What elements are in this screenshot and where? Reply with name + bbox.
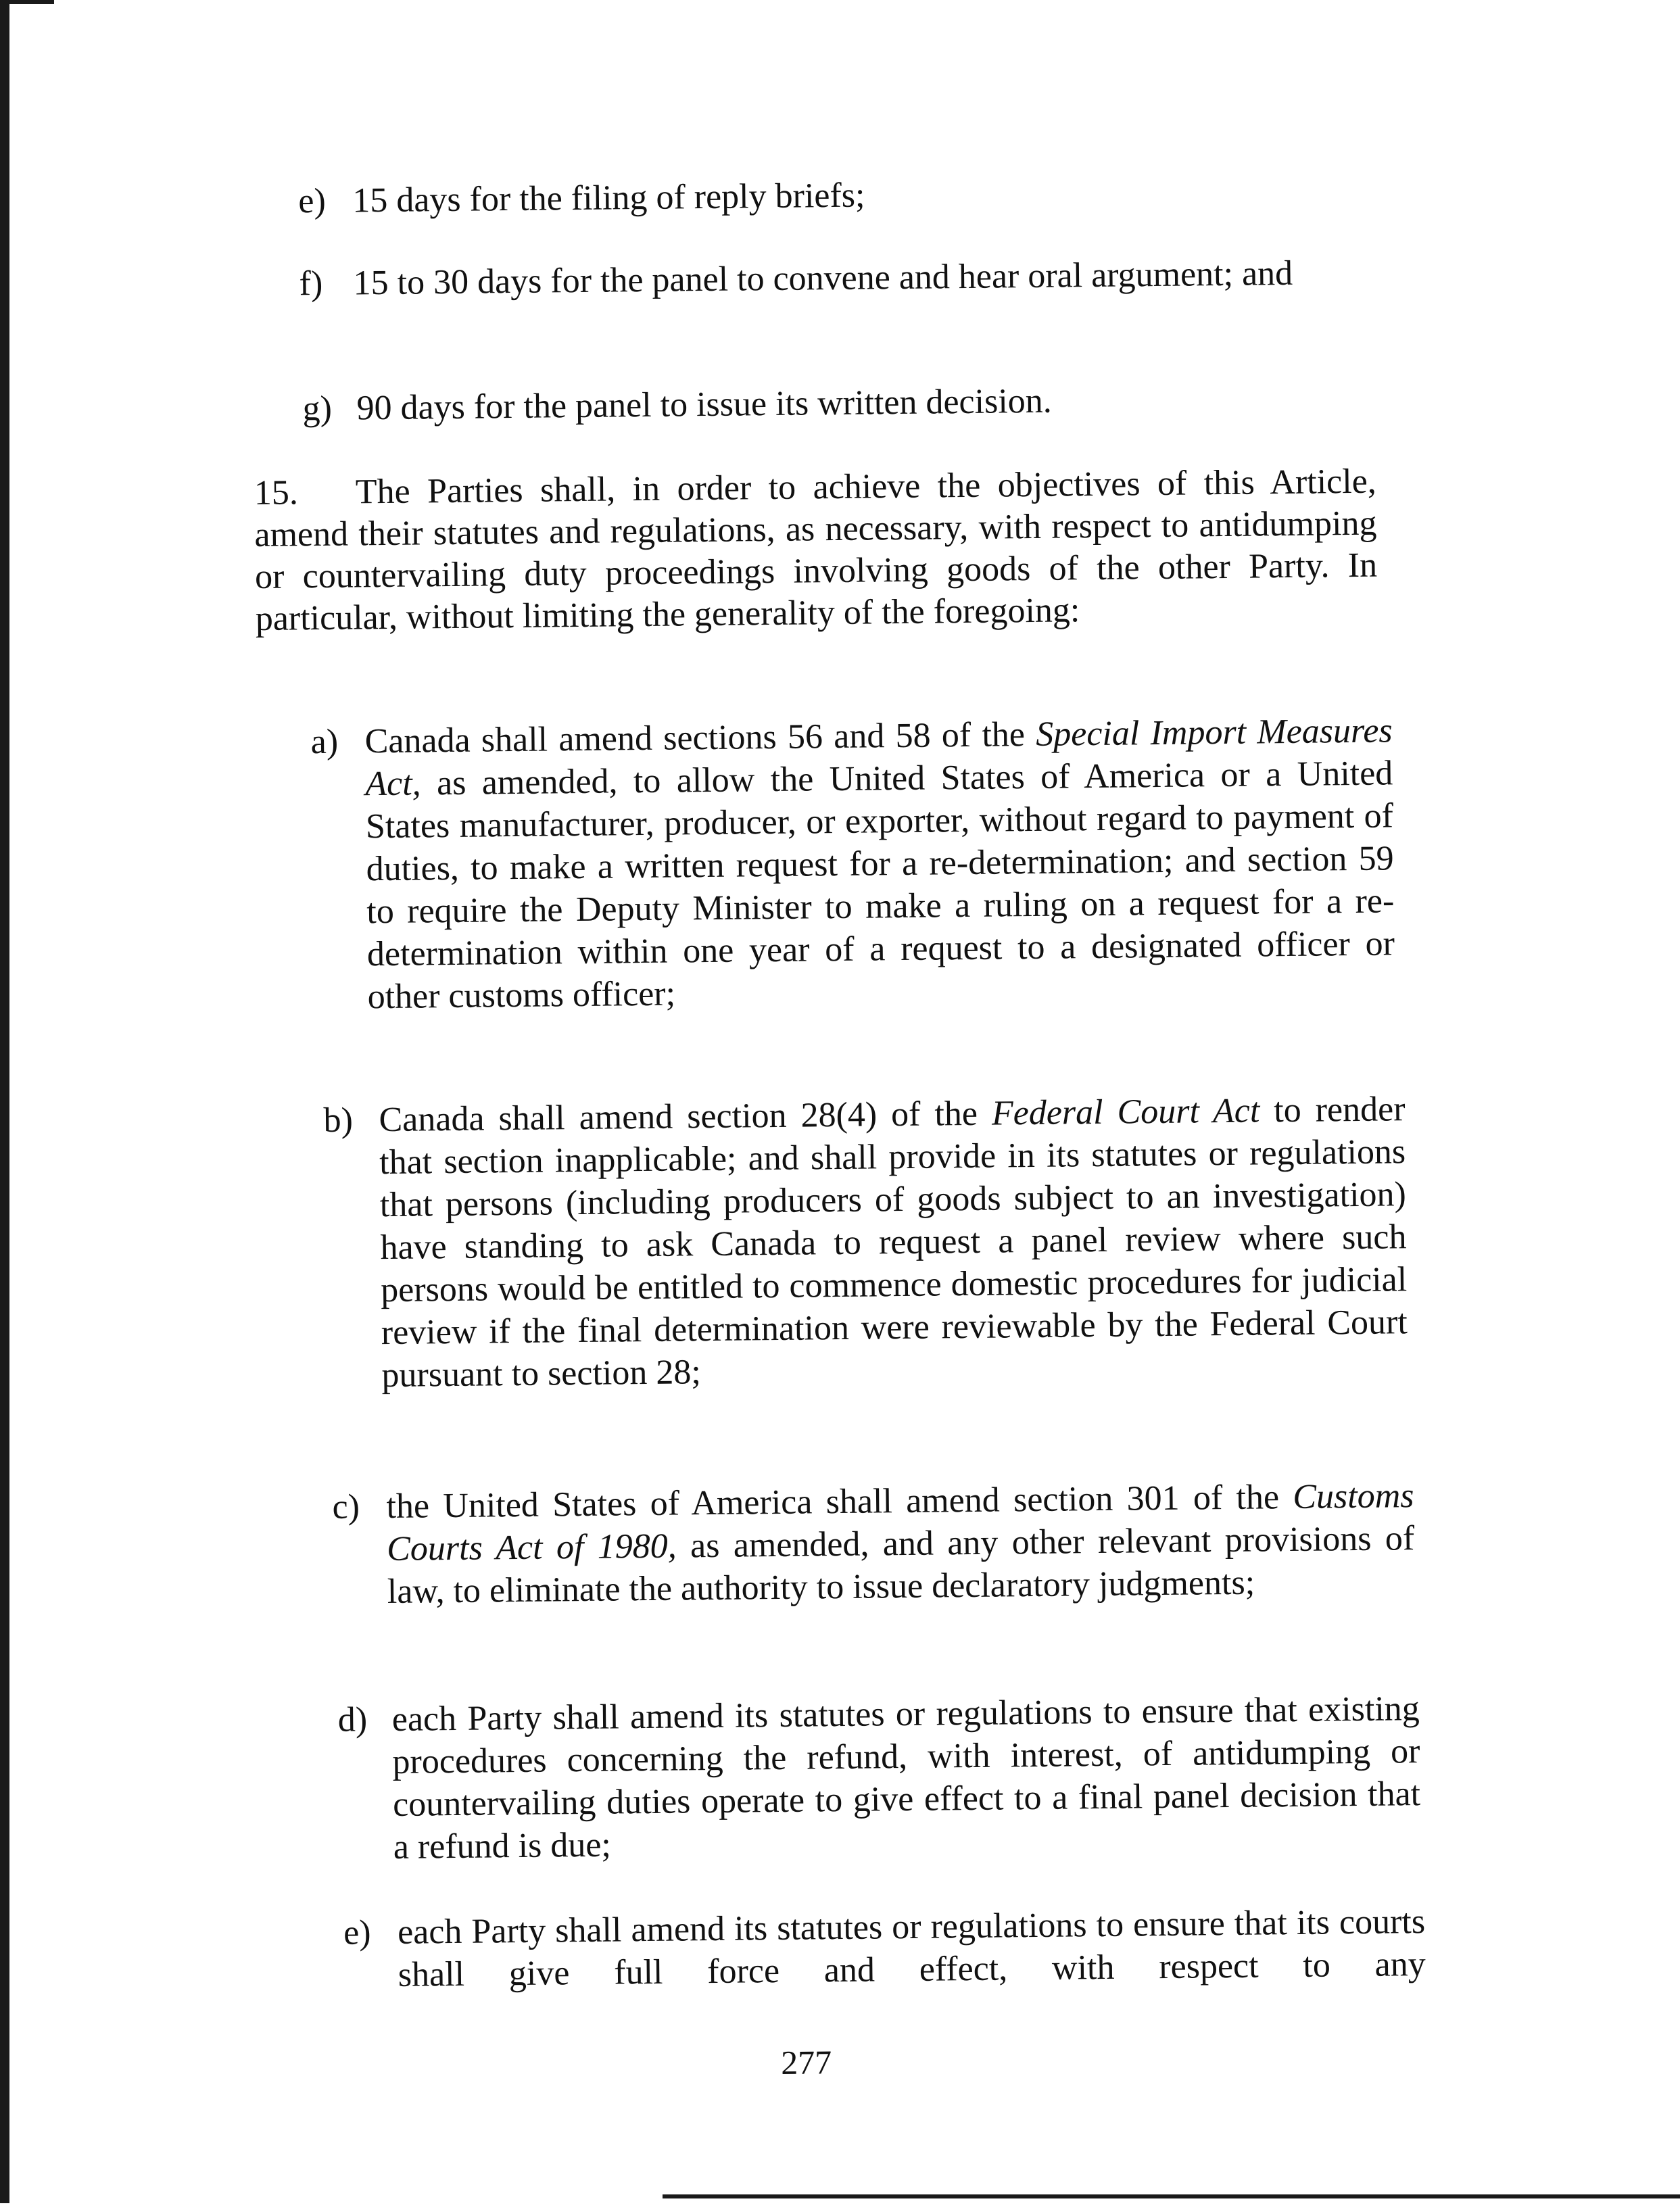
act-title: Customs Courts Act of 1980, — [386, 1476, 1414, 1569]
list-item-text: the United States of America shall amend section 301 of the Customs Courts Act of 1980, as amended, and any other relevant provisions of law, to eliminate the authority to issue declaratory judgments; — [386, 1476, 1415, 1612]
paragraph-number: 15. — [254, 473, 299, 513]
sub-item-d — [338, 1687, 1422, 1881]
list-marker: g) — [302, 389, 333, 429]
sub-item-c — [332, 1474, 1416, 1668]
act-title: Special Import Measures Act, — [365, 711, 1393, 804]
sub-item-a — [310, 709, 1395, 1072]
list-item-e-top — [298, 168, 1387, 227]
paragraph-15 — [254, 461, 1378, 640]
list-marker: a) — [310, 722, 339, 762]
list-item-text: 90 days for the panel to issue its written decision. — [356, 381, 1053, 428]
list-marker: b) — [323, 1101, 354, 1140]
list-marker: d) — [337, 1700, 368, 1739]
list-item-f-top — [299, 251, 1388, 350]
list-item-text: each Party shall amend its statutes or regulations to ensure that existing procedures concerning the refund, with interest, of antidumping or countervailing duties operate to give effect to a final panel decision that a refund is due; — [391, 1689, 1421, 1867]
sub-item-b — [323, 1088, 1408, 1451]
page-number: 277 — [780, 2043, 832, 2082]
act-title: Federal Court Act — [991, 1091, 1260, 1133]
list-item-text: 15 days for the filing of reply briefs; — [352, 176, 865, 220]
scan-top-edge — [0, 0, 54, 4]
list-item-g-top — [302, 376, 1391, 435]
paragraph-text: The Parties shall, in order to achieve the objectives of this Article, amend their statutes and regulations, as necessary, with respect to antidumping or countervailing duty proceedings involving goods of the other Party. In particular, without limiting the generality of the foregoing: — [254, 462, 1378, 638]
list-item-text: each Party shall amend its statutes or regulations to ensure that its courts shall give full force and effect, with respect to any — [397, 1902, 1426, 1994]
list-item-text: Canada shall amend section 28(4) of the Federal Court Act to render that section inapplicable; and shall provide in its statutes or regulations that persons (including producers of goods subject to an investigation) have standing to ask Canada to request a panel review where such persons would be entitled to commence domestic procedures for judicial review if the final determination were reviewable by the Federal Court pursuant to section 28; — [379, 1090, 1408, 1395]
list-marker: e) — [298, 181, 327, 221]
list-marker: c) — [332, 1487, 360, 1526]
list-item-text: Canada shall amend sections 56 and 58 of the Special Import Measures Act, as amended, to allow the United States of America or a United States manufacturer, producer, or exporter, without regard to payment of duties, to make a written request for a re-determination; and section 59 to require the Deputy Minister to make a ruling on a request for a re-determination within one year of a request to a designated officer or other customs officer; — [364, 711, 1395, 1017]
list-item-text: 15 to 30 days for the panel to convene and hear oral argument; and — [353, 254, 1293, 303]
list-marker: f) — [299, 264, 323, 304]
list-marker: e) — [343, 1913, 371, 1952]
sub-item-e — [343, 1900, 1426, 2006]
